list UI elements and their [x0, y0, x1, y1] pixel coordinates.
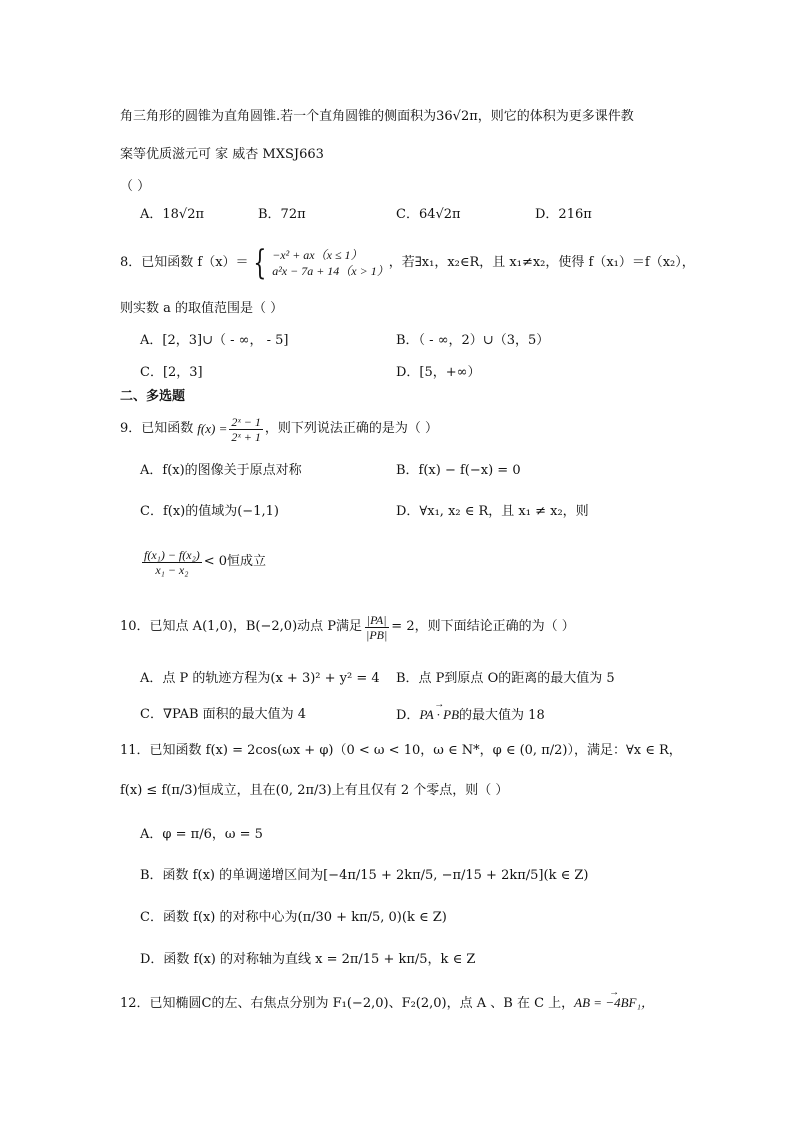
q10-option-b: B．点 P到原点 O的距离的最大值为 5	[396, 671, 615, 686]
q8-stem-c: 则实数 a 的取值范围是（ ）	[120, 301, 284, 316]
section-title: 二、多选题	[120, 389, 186, 404]
intro-line-2: 案等优质滋元可 家 威杏 MXSJ663	[120, 147, 324, 162]
q12-stem-text: 12．已知椭圆C的左、右焦点分别为 F₁(−2,0)、F₂(2,0)，点 A 、B 在 C 上，	[120, 996, 575, 1011]
q10-option-c: C．∇PAB 面积的最大值为 4	[140, 707, 307, 722]
q9-option-d: D．∀x₁, x₂ ∈ R，且 x₁ ≠ x₂，则	[396, 504, 589, 519]
q10-stem-a: 10．已知点 A(1,0)，B(−2,0)动点 P满足	[120, 619, 363, 634]
q10-d-tail: 的最大值为 18	[459, 708, 545, 723]
q9-d-tail: < 0恒成立	[203, 554, 267, 569]
q9-numerator: 2ˣ − 1	[231, 414, 261, 429]
q11-option-d: D．函数 f(x) 的对称轴为直线 x = 2π/15 + kπ/5，k ∈ Z	[140, 952, 476, 967]
q8-piece-1: −x² + ax（x ≤ 1）	[272, 248, 363, 262]
q8-option-c: C．[2，3]	[140, 365, 203, 380]
q9-option-b: B．f(x) − f(−x) = 0	[396, 463, 521, 478]
q9-option-a: A．f(x)的图像关于原点对称	[140, 463, 302, 478]
brace-icon: {	[252, 243, 266, 283]
q11-option-c: C．函数 f(x) 的对称中心为(π/30 + kπ/5, 0)(k ∈ Z)	[140, 910, 447, 925]
q12-stem	[120, 994, 654, 1013]
q9-option-c: C．f(x)的值域为(−1,1)	[140, 504, 279, 519]
q9-fraction	[229, 415, 262, 444]
q10-stem-b: = 2，则下面结论正确的为（ ）	[391, 619, 575, 634]
q8-piece-2: a²x − 7a + 14（x > 1）	[272, 264, 389, 278]
q7-option-c: C．64√2π	[396, 207, 461, 222]
q8-option-b: B．（ - ∞，2）∪（3，5）	[396, 333, 550, 348]
q9-fx: f(x) =	[197, 421, 228, 436]
q10-denominator: |PB|	[366, 627, 388, 642]
q11-option-a: A．φ = π/6，ω = 5	[140, 827, 263, 842]
q10-fraction	[364, 613, 389, 642]
q9-d-fraction	[142, 548, 202, 577]
q9-stem-a: 9．已知函数	[120, 421, 194, 436]
q8-option-a: A．[2，3]∪（ - ∞， - 5]	[140, 333, 289, 348]
q12-vector-eq: → AB = −4BF₁，	[574, 994, 654, 1012]
q9-stem-b: ，则下列说法正确的是为（ ）	[264, 421, 438, 436]
q8-stem	[120, 243, 695, 283]
q10-stem	[120, 610, 575, 644]
q10-d-vector: → PA · PB	[419, 706, 459, 724]
q9-stem	[120, 412, 438, 446]
q9-option-d-cont	[140, 545, 266, 579]
q8-stem-b: ，若∃x₁，x₂∈R，且 x₁≠x₂，使得 f（x₁）＝f（x₂），	[388, 255, 695, 270]
q7-option-b: B．72π	[258, 207, 306, 222]
q8-option-d: D．[5，+∞）	[396, 365, 481, 380]
q8-stem-a: 8．已知函数 f（x）＝	[120, 255, 249, 270]
q10-option-a: A．点 P 的轨迹方程为(x + 3)² + y² = 4	[140, 671, 380, 686]
q10-numerator: |PA|	[366, 612, 387, 627]
q8-piecewise	[249, 243, 389, 283]
q9-denominator: 2ˣ + 1	[231, 429, 261, 444]
q11-stem-b: f(x) ≤ f(π/3)恒成立，且在(0, 2π/3)上有且仅有 2 个零点，则（ ）	[120, 783, 509, 798]
intro-line-1: 角三角形的圆锥为直角圆锥.若一个直角圆锥的侧面积为36√2π，则它的体积为更多课件教	[120, 109, 634, 124]
q11-stem-a: 11．已知函数 f(x) = 2cos(ωx + φ)（0 < ω < 10，ω ∈ N*，φ ∈ (0, π/2)），满足：∀x ∈ R，	[120, 743, 682, 758]
q11-option-b: B．函数 f(x) 的单调递增区间为[−4π/15 + 2kπ/5, −π/15 + 2kπ/5](k ∈ Z)	[140, 868, 589, 883]
q7-option-d: D．216π	[535, 207, 592, 222]
q9-d-numerator: f(x₁) − f(x₂)	[144, 547, 200, 562]
question-7-paren: （ ）	[120, 179, 151, 194]
q10-d-prefix: D．	[396, 708, 420, 723]
q9-d-denominator: x₁ − x₂	[155, 562, 189, 577]
q7-option-a: A．18√2π	[140, 207, 205, 222]
q10-option-d	[396, 706, 545, 725]
